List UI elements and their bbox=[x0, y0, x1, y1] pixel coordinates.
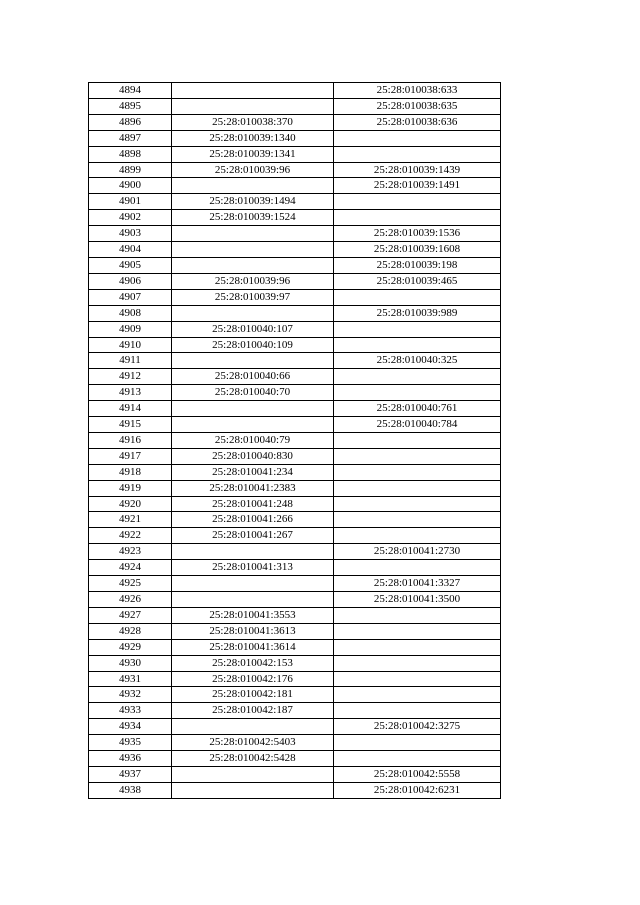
cadastral-number-cell: 25:28:010040:109 bbox=[172, 337, 334, 353]
row-number-cell: 4923 bbox=[89, 544, 172, 560]
table-row bbox=[89, 194, 501, 210]
cadastral-number-cell: 25:28:010042:153 bbox=[172, 655, 334, 671]
row-number-cell: 4918 bbox=[89, 464, 172, 480]
table-row bbox=[89, 257, 501, 273]
table-row bbox=[89, 703, 501, 719]
row-number-cell: 4936 bbox=[89, 751, 172, 767]
cadastral-number-alt-cell bbox=[334, 432, 501, 448]
cadastral-number-cell bbox=[172, 766, 334, 782]
cadastral-number-alt-cell bbox=[334, 671, 501, 687]
table-row bbox=[89, 146, 501, 162]
table-row bbox=[89, 671, 501, 687]
row-number-cell: 4902 bbox=[89, 210, 172, 226]
row-number-cell: 4913 bbox=[89, 385, 172, 401]
cadastral-number-alt-cell bbox=[334, 655, 501, 671]
row-number-cell: 4930 bbox=[89, 655, 172, 671]
cadastral-number-cell: 25:28:010039:1494 bbox=[172, 194, 334, 210]
cadastral-number-alt-cell bbox=[334, 146, 501, 162]
table-row bbox=[89, 544, 501, 560]
cadastral-number-alt-cell bbox=[334, 639, 501, 655]
cadastral-number-cell: 25:28:010039:96 bbox=[172, 162, 334, 178]
cadastral-number-cell bbox=[172, 83, 334, 99]
table-row bbox=[89, 401, 501, 417]
cadastral-number-cell: 25:28:010041:3614 bbox=[172, 639, 334, 655]
cadastral-number-cell bbox=[172, 719, 334, 735]
row-number-cell: 4914 bbox=[89, 401, 172, 417]
cadastral-number-alt-cell bbox=[334, 464, 501, 480]
cadastral-number-alt-cell: 25:28:010041:3500 bbox=[334, 592, 501, 608]
row-number-cell: 4919 bbox=[89, 480, 172, 496]
cadastral-number-cell: 25:28:010042:181 bbox=[172, 687, 334, 703]
row-number-cell: 4910 bbox=[89, 337, 172, 353]
cadastral-number-cell: 25:28:010040:70 bbox=[172, 385, 334, 401]
row-number-cell: 4938 bbox=[89, 782, 172, 798]
row-number-cell: 4922 bbox=[89, 528, 172, 544]
cadastral-number-cell: 25:28:010040:830 bbox=[172, 448, 334, 464]
cadastral-number-cell bbox=[172, 401, 334, 417]
cadastral-number-alt-cell: 25:28:010038:633 bbox=[334, 83, 501, 99]
cadastral-number-alt-cell: 25:28:010039:1536 bbox=[334, 226, 501, 242]
table-row bbox=[89, 210, 501, 226]
table-row bbox=[89, 337, 501, 353]
cadastral-number-alt-cell: 25:28:010039:1439 bbox=[334, 162, 501, 178]
table-row bbox=[89, 369, 501, 385]
row-number-cell: 4906 bbox=[89, 273, 172, 289]
cadastral-number-cell bbox=[172, 592, 334, 608]
row-number-cell: 4933 bbox=[89, 703, 172, 719]
row-number-cell: 4901 bbox=[89, 194, 172, 210]
row-number-cell: 4909 bbox=[89, 321, 172, 337]
table-row bbox=[89, 480, 501, 496]
cadastral-number-cell: 25:28:010041:248 bbox=[172, 496, 334, 512]
cadastral-number-cell bbox=[172, 417, 334, 433]
row-number-cell: 4921 bbox=[89, 512, 172, 528]
cadastral-number-alt-cell: 25:28:010042:3275 bbox=[334, 719, 501, 735]
cadastral-number-cell bbox=[172, 98, 334, 114]
cadastral-number-cell: 25:28:010040:66 bbox=[172, 369, 334, 385]
table-row bbox=[89, 751, 501, 767]
table-row bbox=[89, 289, 501, 305]
cadastral-number-alt-cell bbox=[334, 496, 501, 512]
cadastral-number-cell bbox=[172, 226, 334, 242]
cadastral-number-alt-cell: 25:28:010038:635 bbox=[334, 98, 501, 114]
cadastral-number-cell: 25:28:010042:5428 bbox=[172, 751, 334, 767]
row-number-cell: 4928 bbox=[89, 623, 172, 639]
row-number-cell: 4904 bbox=[89, 242, 172, 258]
row-number-cell: 4900 bbox=[89, 178, 172, 194]
cadastral-number-table bbox=[88, 82, 501, 799]
cadastral-number-alt-cell bbox=[334, 337, 501, 353]
cadastral-number-cell bbox=[172, 305, 334, 321]
cadastral-number-cell: 25:28:010042:176 bbox=[172, 671, 334, 687]
cadastral-number-alt-cell: 25:28:010042:6231 bbox=[334, 782, 501, 798]
row-number-cell: 4924 bbox=[89, 560, 172, 576]
table-row bbox=[89, 226, 501, 242]
table-row bbox=[89, 782, 501, 798]
cadastral-number-alt-cell bbox=[334, 194, 501, 210]
cadastral-number-cell: 25:28:010039:97 bbox=[172, 289, 334, 305]
row-number-cell: 4920 bbox=[89, 496, 172, 512]
row-number-cell: 4917 bbox=[89, 448, 172, 464]
row-number-cell: 4916 bbox=[89, 432, 172, 448]
cadastral-number-cell: 25:28:010041:3613 bbox=[172, 623, 334, 639]
row-number-cell: 4929 bbox=[89, 639, 172, 655]
cadastral-number-cell: 25:28:010041:313 bbox=[172, 560, 334, 576]
cadastral-number-alt-cell bbox=[334, 321, 501, 337]
cadastral-number-cell: 25:28:010040:107 bbox=[172, 321, 334, 337]
cadastral-number-alt-cell: 25:28:010040:325 bbox=[334, 353, 501, 369]
row-number-cell: 4905 bbox=[89, 257, 172, 273]
cadastral-number-cell: 25:28:010041:2383 bbox=[172, 480, 334, 496]
table-row bbox=[89, 719, 501, 735]
table-row bbox=[89, 273, 501, 289]
cadastral-number-alt-cell: 25:28:010038:636 bbox=[334, 114, 501, 130]
row-number-cell: 4937 bbox=[89, 766, 172, 782]
row-number-cell: 4915 bbox=[89, 417, 172, 433]
table-row bbox=[89, 83, 501, 99]
cadastral-number-cell: 25:28:010041:234 bbox=[172, 464, 334, 480]
cadastral-number-cell: 25:28:010041:3553 bbox=[172, 607, 334, 623]
cadastral-number-alt-cell bbox=[334, 703, 501, 719]
cadastral-number-alt-cell: 25:28:010041:3327 bbox=[334, 576, 501, 592]
table-row bbox=[89, 496, 501, 512]
table-row bbox=[89, 655, 501, 671]
cadastral-number-cell bbox=[172, 576, 334, 592]
row-number-cell: 4925 bbox=[89, 576, 172, 592]
cadastral-number-cell: 25:28:010039:1524 bbox=[172, 210, 334, 226]
cadastral-number-alt-cell bbox=[334, 607, 501, 623]
cadastral-number-alt-cell: 25:28:010039:989 bbox=[334, 305, 501, 321]
table-row bbox=[89, 114, 501, 130]
cadastral-number-alt-cell: 25:28:010039:1608 bbox=[334, 242, 501, 258]
table-row bbox=[89, 639, 501, 655]
table-row bbox=[89, 607, 501, 623]
cadastral-number-cell: 25:28:010042:187 bbox=[172, 703, 334, 719]
cadastral-number-cell: 25:28:010038:370 bbox=[172, 114, 334, 130]
table-row bbox=[89, 766, 501, 782]
cadastral-number-cell bbox=[172, 782, 334, 798]
row-number-cell: 4894 bbox=[89, 83, 172, 99]
cadastral-number-alt-cell bbox=[334, 560, 501, 576]
cadastral-number-alt-cell bbox=[334, 687, 501, 703]
row-number-cell: 4897 bbox=[89, 130, 172, 146]
table-row bbox=[89, 353, 501, 369]
table-row bbox=[89, 528, 501, 544]
cadastral-number-alt-cell bbox=[334, 130, 501, 146]
cadastral-number-cell: 25:28:010041:266 bbox=[172, 512, 334, 528]
cadastral-number-cell bbox=[172, 242, 334, 258]
row-number-cell: 4931 bbox=[89, 671, 172, 687]
row-number-cell: 4899 bbox=[89, 162, 172, 178]
cadastral-number-alt-cell bbox=[334, 623, 501, 639]
row-number-cell: 4908 bbox=[89, 305, 172, 321]
row-number-cell: 4934 bbox=[89, 719, 172, 735]
row-number-cell: 4932 bbox=[89, 687, 172, 703]
row-number-cell: 4896 bbox=[89, 114, 172, 130]
row-number-cell: 4927 bbox=[89, 607, 172, 623]
row-number-cell: 4903 bbox=[89, 226, 172, 242]
table-row bbox=[89, 417, 501, 433]
table-row bbox=[89, 560, 501, 576]
cadastral-number-cell bbox=[172, 257, 334, 273]
table-row bbox=[89, 178, 501, 194]
cadastral-number-cell: 25:28:010042:5403 bbox=[172, 735, 334, 751]
row-number-cell: 4907 bbox=[89, 289, 172, 305]
cadastral-number-cell bbox=[172, 544, 334, 560]
table-row bbox=[89, 623, 501, 639]
table-row bbox=[89, 448, 501, 464]
cadastral-number-cell bbox=[172, 178, 334, 194]
table-row bbox=[89, 162, 501, 178]
cadastral-number-cell bbox=[172, 353, 334, 369]
cadastral-number-alt-cell: 25:28:010039:1491 bbox=[334, 178, 501, 194]
table-row bbox=[89, 464, 501, 480]
row-number-cell: 4935 bbox=[89, 735, 172, 751]
table-row bbox=[89, 305, 501, 321]
table-row bbox=[89, 130, 501, 146]
table-row bbox=[89, 592, 501, 608]
cadastral-number-alt-cell bbox=[334, 289, 501, 305]
cadastral-number-cell: 25:28:010039:96 bbox=[172, 273, 334, 289]
cadastral-number-alt-cell bbox=[334, 448, 501, 464]
cadastral-number-alt-cell bbox=[334, 369, 501, 385]
table-body bbox=[89, 83, 501, 799]
table-row bbox=[89, 98, 501, 114]
cadastral-number-alt-cell: 25:28:010041:2730 bbox=[334, 544, 501, 560]
row-number-cell: 4898 bbox=[89, 146, 172, 162]
table-row bbox=[89, 385, 501, 401]
cadastral-number-alt-cell: 25:28:010042:5558 bbox=[334, 766, 501, 782]
cadastral-number-cell: 25:28:010041:267 bbox=[172, 528, 334, 544]
cadastral-number-alt-cell: 25:28:010039:198 bbox=[334, 257, 501, 273]
cadastral-number-alt-cell bbox=[334, 735, 501, 751]
cadastral-number-alt-cell bbox=[334, 528, 501, 544]
table-row bbox=[89, 735, 501, 751]
table-row bbox=[89, 242, 501, 258]
table-row bbox=[89, 512, 501, 528]
cadastral-number-alt-cell bbox=[334, 512, 501, 528]
table-row bbox=[89, 321, 501, 337]
cadastral-number-cell: 25:28:010039:1340 bbox=[172, 130, 334, 146]
cadastral-number-alt-cell: 25:28:010040:761 bbox=[334, 401, 501, 417]
cadastral-number-cell: 25:28:010039:1341 bbox=[172, 146, 334, 162]
cadastral-number-alt-cell: 25:28:010039:465 bbox=[334, 273, 501, 289]
cadastral-number-alt-cell: 25:28:010040:784 bbox=[334, 417, 501, 433]
row-number-cell: 4895 bbox=[89, 98, 172, 114]
table-row bbox=[89, 432, 501, 448]
table-row bbox=[89, 576, 501, 592]
cadastral-number-alt-cell bbox=[334, 480, 501, 496]
row-number-cell: 4912 bbox=[89, 369, 172, 385]
table-row bbox=[89, 687, 501, 703]
cadastral-number-cell: 25:28:010040:79 bbox=[172, 432, 334, 448]
cadastral-number-alt-cell bbox=[334, 210, 501, 226]
cadastral-number-alt-cell bbox=[334, 751, 501, 767]
cadastral-number-alt-cell bbox=[334, 385, 501, 401]
row-number-cell: 4911 bbox=[89, 353, 172, 369]
row-number-cell: 4926 bbox=[89, 592, 172, 608]
